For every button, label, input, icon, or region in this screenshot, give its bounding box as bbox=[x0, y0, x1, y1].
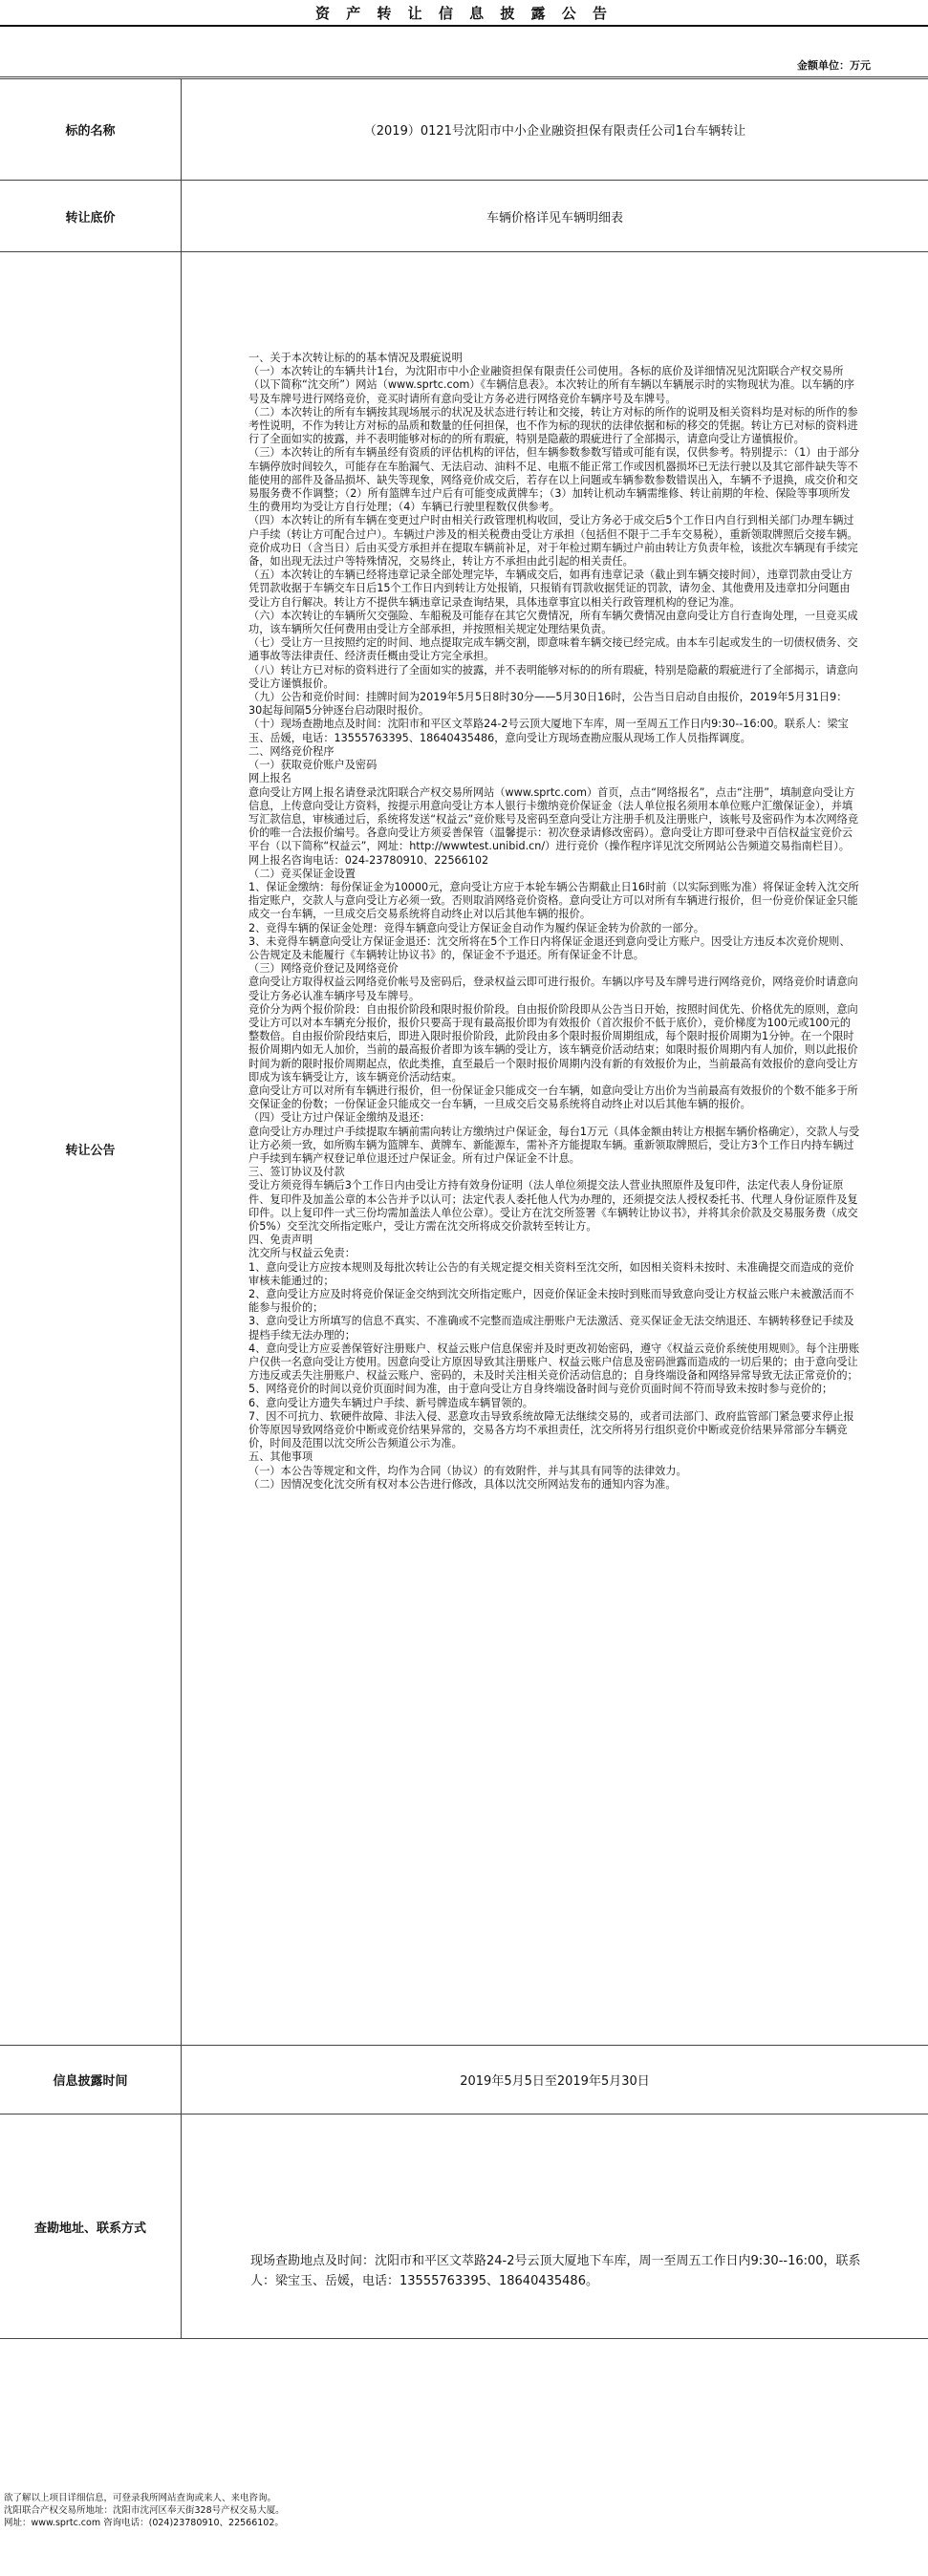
announcement-paragraph: 4、意向受让方应妥善保管好注册账户、权益云账户信息保密并及时更改初始密码，遵守《权益云竞价系统使用规则》。每个注册账户仅供一名意向受让方使用。因意向受让方原因导致其注册账户、权益云账户信息及密码泄露而造成的一切后果的；由于意向受让方违反或丢失注册账户、权益云账户、密码的，未及时关注相关竞价活动信息的；自身终端设备和网络异常导致无法正常竞价的； bbox=[248, 1342, 860, 1383]
announcement-paragraph: 7、因不可抗力、软硬件故障、非法入侵、恶意攻击导致系统故障无法继续交易的，或者司法部门、政府监管部门紧急要求停止报价等原因导致网络竞价中断或竞价结果异常的，交易各方均不承担责任，沈交所将另行组织竞价中断或竞价结果异常部分车辆竞价，时间及范围以沈交所公告频道公示为准。 bbox=[248, 1409, 854, 1450]
announcement-paragraph: （三）网络竞价登记及网络竞价 bbox=[248, 962, 399, 976]
announcement-paragraph: （二）竞买保证金设置 bbox=[248, 867, 356, 880]
contact-text: 现场查勘地点及时间：沈阳市和平区文萃路24-2号云顶大厦地下车库，周一至周五工作日内9:30--16:00，联系人：梁宝玉、岳媛，电话：13555763395、18640435486。 bbox=[250, 2254, 861, 2288]
table-bottom-border bbox=[0, 2338, 928, 2339]
announcement-paragraph: 四、免责声明 bbox=[248, 1234, 313, 1247]
footer-line: 欲了解以上项目详细信息，可登录我所网站查询或来人、来电咨询。 bbox=[4, 2493, 277, 2503]
page-title: 资 产 转 让 信 息 披 露 公 告 bbox=[314, 4, 613, 22]
announcement-paragraph: （六）本次转让的车辆所欠交强险、车船税及可能存在其它欠费情况，所有车辆欠费情况由意向受让方自行查询处理，一旦竞买成功，该车辆所欠任何费用由受让方全部承担，并按照相关规定处理结果负责。 bbox=[248, 609, 858, 636]
announcement-paragraph: 1、意向受让方应按本规则及每批次转让公告的有关规定提交相关资料至沈交所，如因相关资料未按时、未准确提交而造成的竞价审核未能通过的； bbox=[248, 1260, 854, 1287]
table-column-divider bbox=[181, 78, 182, 2338]
announcement-paragraph: 网上报名 bbox=[248, 772, 291, 785]
announcement-paragraph: （十）现场查勘地点及时间：沈阳市和平区文萃路24-2号云顶大厦地下车库，周一至周五工作日内9:30--16:00。联系人：梁宝玉、岳媛，电话：13555763395、18640435486，意向受让方现场查勘应服从现场工作人员指挥调度。 bbox=[248, 718, 849, 744]
subject-value: （2019）0121号沈阳市中小企业融资担保有限责任公司1台车辆转让 bbox=[363, 124, 746, 139]
footer-line: 网址：www.sprtc.com 咨询电话：(024)23780910、22566102。 bbox=[4, 2518, 284, 2528]
title-divider bbox=[0, 25, 928, 27]
contact-value bbox=[250, 2205, 862, 2337]
announcement-paragraph: 2、竞得车辆的保证金处理：竞得车辆意向受让方保证金自动作为履约保证金转为价款的一部分。 bbox=[248, 921, 704, 934]
announcement-paragraph: （七）受让方一旦按照约定的时间、地点提取完成车辆交割，即意味着车辆交接已经完成。由本车引起或发生的一切债权债务、交通事故等法律责任、经济责任概由受让方完全承担。 bbox=[248, 636, 858, 663]
disclosure-period-value: 2019年5月5日至2019年5月30日 bbox=[460, 2074, 650, 2089]
announcement-paragraph: 3、意向受让方所填写的信息不真实、不准确或不完整而造成注册账户无法激活、竞买保证金无法交纳退还、车辆转移登记手续及提档手续无法办理的； bbox=[248, 1315, 854, 1342]
footer-line: 沈阳联合产权交易所地址：沈阳市沈河区奉天街328号产权交易大厦。 bbox=[4, 2505, 285, 2516]
announcement-paragraph: （三）本次转让的所有车辆虽经有资质的评估机构的评估，但车辆参数参数写错或可能有误，仅供参考。特别提示：（1）由于部分车辆停放时间较久，可能存在车胎漏气、无法启动、油料不足、电瓶不能正常工作或因机器损坏已无法行驶以及其它部件缺失等不能使用的部件及备品损坏、缺失等现象，网络竞价成交后，若存在以上问题或车辆参数参数错误出入，车辆不予退换，成交价和交易服务费不作调整；（2）所有篮牌车过户后有可能变成黄牌车；（3）加转让机动车辆需维修、转让前期的年检、保险等事项所发生的费用均为受让方自行处理；（4）车辆已行驶里程数仅供参考。 bbox=[248, 446, 860, 514]
announcement-paragraph: 二、网络竞价程序 bbox=[248, 744, 335, 758]
announcement-paragraph: 6、意向受让方遗失车辆过户手续、新号牌造成车辆冒领的。 bbox=[248, 1396, 533, 1409]
announcement-paragraph: 意向受让方办理过户手续提取车辆前需向转让方缴纳过户保证金，每台1万元（具体金额由转让方根据车辆价格确定），交款人与受让方必须一致，如所购车辆为篮牌车、黄牌车、新能源车，需补齐方能提取车辆。重新领取牌照后，受让方3个工作日内持车辆过户手续到车辆产权登记单位退还过户保证金。所有过户保证金不计息。 bbox=[248, 1125, 860, 1165]
reserve-price-label: 转让底价 bbox=[65, 210, 116, 225]
announcement-paragraph: 五、其他事项 bbox=[248, 1450, 313, 1464]
amount-unit-note: 金额单位：万元 bbox=[797, 59, 871, 72]
announcement-paragraph: （五）本次转让的车辆已经将违章记录全部处理完毕，车辆成交后，如再有违章记录（截止到车辆交接时间），违章罚款由受让方凭罚款收据于车辆交车日后15个工作日内到转让方处报销，只报销有罚款收据凭证的罚款，请勿金、其他费用及违章扣分问题由受让方自行解决。转让方不提供车辆违章记录查询结果，具体违章事宜以相关行政管理机构的登记为准。 bbox=[248, 569, 853, 609]
announcement-paragraph: 2、意向受让方应及时将竞价保证金交纳到沈交所指定账户，因竞价保证金未按时到账而导致意向受让方权益云账户未被激活而不能参与报价的； bbox=[248, 1288, 854, 1315]
announcement-paragraph: 竞价分为两个报价阶段：自由报价阶段和限时报价阶段。自由报价阶段即从公告当日开始，按照时间优先、价格优先的原则，意向受让方可以对本车辆充分报价，报价只要高于现有最高报价即为有效报价（首次报价不低于底价），竞价梯度为100元或100元的整数倍。自由报价阶段结束后，即进入限时报价阶段，此阶段由多个限时报价周期组成，每个限时报价周期为1分钟。在一个限时报价周期内如无人加价，当前的最高报价者即为该车辆的受让方，该车辆竞价活动结束；如限时报价周期内有人加价，则以此报价时间为新的限时报价周期起点，依此类推，直至最后一个限时报价周期内没有新的有效报价为止，当前最高有效报价的意向受让方即成为该车辆受让方，该车辆竞价活动结束。 bbox=[248, 1002, 858, 1084]
announcement-paragraph: （一）本公告等规定和文件，均作为合同（协议）的有效附件，并与其具有同等的法律效力。 bbox=[248, 1464, 687, 1477]
subject-label: 标的名称 bbox=[65, 124, 116, 139]
table-top-border bbox=[0, 76, 928, 77]
announcement-paragraph: （二）因情况变化沈交所有权对本公告进行修改，具体以沈交所网站发布的通知内容为准。 bbox=[248, 1477, 677, 1491]
announcement-paragraph: 意向受让方可以对所有车辆进行报价，但一份保证金只能成交一台车辆，如意向受让方出价为当前最高有效报价的个数不能多于所交保证金的份数；一份保证金只能成交一台车辆，一旦成交后交易系统将自动终止对以后其他车辆的报价。 bbox=[248, 1084, 858, 1111]
announcement-paragraph: （四）本次转让的所有车辆在变更过户时由相关行政管理机构收回，受让方务必于成交后5个工作日内自行到相关部门办理车辆过户手续（转让方可配合过户）。车辆过户涉及的相关税费由受让方承担（包括但不限于二手车交易税），重新领取牌照后交接车辆。竞价成功日（含当日）后由买受方承担并在提取车辆前补足，对于年检过期车辆过户前由转让方负责年检，该批次车辆现有手续完备，如出现无法过户等特殊情况，交易终止，转让方不承担由此引起的相关责任。 bbox=[248, 514, 858, 569]
announcement-paragraph: 沈交所与权益云免责： bbox=[248, 1247, 356, 1260]
announcement-paragraph: 受让方须竞得车辆后3个工作日内由受让方持有效身份证明（法人单位须提交法人营业执照原件及复印件，法定代表人身份证原件、复印件及加盖公章的本公告并予以认可；法定代表人委托他人代为办理的，还须提交法人授权委托书、代理人身份证原件及复印件。以上复印件一式三份均需加盖法人单位公章）。受让方在沈交所签署《车辆转让协议书》，并将其余价款及交易服务费（成交价5%）交至沈交所指定账户，受让方需在沈交所将成交价款转至转让方。 bbox=[248, 1179, 858, 1233]
announcement-paragraph: 1、保证金缴纳：每份保证金为10000元，意向受让方应于本轮车辆公告期截止日16时前（以实际到账为准）将保证金转入沈交所指定账户，交款人与意向受让方必须一致。否则取消网络竞价资格。意向受让方可以对所有车辆进行报价，但一份竞价保证金只能成交一台车辆，一旦成交后交易系统将自动终止对以后其他车辆的报价。 bbox=[248, 880, 859, 921]
reserve-price-value: 车辆价格详见车辆明细表 bbox=[486, 210, 623, 225]
announcement-paragraph: 三、签订协议及付款 bbox=[248, 1166, 345, 1179]
announcement-paragraph: （一）本次转让的车辆共计1台，为沈阳市中小企业融资担保有限责任公司使用。各标的底价及详细情况见沈阳联合产权交易所（以下简称“沈交所”）网站（www.sprtc.com）《车辆信息表》。本次转让的所有车辆以车辆展示时的实物现状为准。以车辆的序号及车牌号进行网络竞价，竞买时请所有意向受让方务必进行网络竞价车辆序号及车牌号。 bbox=[248, 365, 855, 405]
announcement-paragraph: （八）转让方已对标的资料进行了全面如实的披露，并不表明能够对标的的所有瑕疵，特别是隐蔽的瑕疵进行了全部揭示，请意向受让方谨慎报价。 bbox=[248, 663, 858, 690]
announcement-paragraph: 意向受让方网上报名请登录沈阳联合产权交易所网站（www.sprtc.com）首页，点击“网络报名”，点击“注册”，填制意向受让方信息，上传意向受让方资料，按提示用意向受让方本人银行卡缴纳竞价保证金（法人单位报名须用本单位账户汇缴保证金），并填写汇款信息，审核通过后，系统将发送“权益云”竞价账号及密码至意向受让方注册手机及注册账户，该帐号及密码作为本次网络竞价的唯一合法报价编号。各意向受让方须妥善保管（温馨提示：初次登录请修改密码）。意向受让方即可登录中百信权益宝竞价云平台（以下简称“权益云”，网址：http://wwwtest.unibid.cn/）进行竞价（操作程序详见沈交所网站公告频道交易指南栏目）。 bbox=[248, 785, 859, 853]
announcement-paragraph: 网上报名咨询电话：024-23780910、22566102 bbox=[248, 853, 489, 867]
announcement-paragraph: （二）本次转让的所有车辆按其现场展示的状况及状态进行转让和交接，转让方对标的所作的说明及相关资料均是对标的所作的参考性说明，不作为转让方对标的品质和数量的任何担保，也不作为标的现状的法律依据和标的移交的凭据。转让方已对标的资料进行了全面如实的披露，并不表明能够对标的的所有瑕疵，特别是隐蔽的瑕疵进行了全部揭示，请意向受让方谨慎报价。 bbox=[248, 405, 858, 446]
announcement-paragraph: （九）公告和竞价时间：挂牌时间为2019年5月5日8时30分——5月30日16时，公告当日启动自由报价，2019年5月31日9：30起每间隔5分钟逐台启动限时报价。 bbox=[248, 691, 848, 718]
announcement-paragraph: （一）获取竞价账户及密码 bbox=[248, 759, 378, 772]
announcement-paragraph: 5、网络竞价的时间以竞价页面时间为准，由于意向受让方自身终端设备时间与竞价页面时间不符而导致未按时参与竞价的； bbox=[248, 1383, 833, 1396]
announcement-paragraph: 一、关于本次转让标的的基本情况及瑕疵说明 bbox=[248, 352, 463, 364]
announcement-label: 转让公告 bbox=[65, 1143, 116, 1158]
announcement-text bbox=[248, 352, 860, 2041]
footer-notes bbox=[4, 2492, 921, 2529]
announcement-paragraph: 3、未竞得车辆意向受让方保证金退还：沈交所将在5个工作日内将保证金退还到意向受让方账户。因受让方违反本次竞价规则、公告规定及未能履行《车辆转让协议书》的，保证金不予退还。所有保证金不计息。 bbox=[248, 934, 851, 961]
contact-label: 查勘地址、联系方式 bbox=[33, 2221, 146, 2236]
announcement-paragraph: （四）受让方过户保证金缴纳及退还： bbox=[248, 1111, 431, 1125]
announcement-paragraph: 意向受让方取得权益云网络竞价帐号及密码后，登录权益云即可进行报价。车辆以序号及车牌号进行网络竞价，网络竞价时请意向受让方务必认准车辆序号及车牌号。 bbox=[248, 976, 858, 1002]
disclosure-period-label: 信息披露时间 bbox=[53, 2074, 128, 2089]
